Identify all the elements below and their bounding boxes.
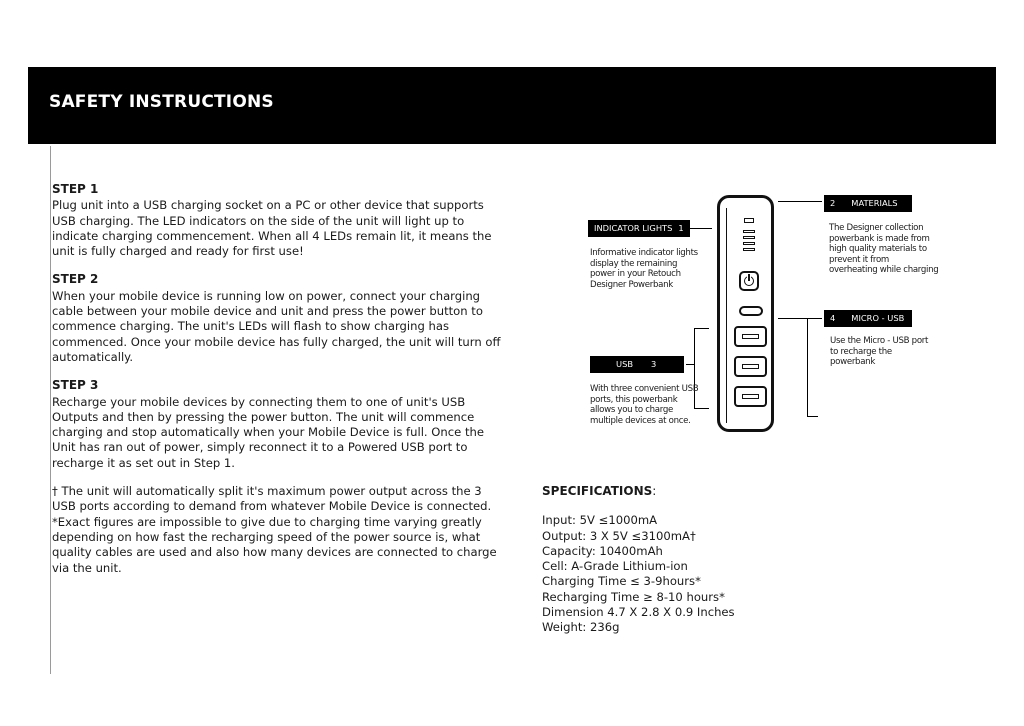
step-body: Plug unit into a USB charging socket on a PC or other device that supports USB charging. The LED indicators on the side of the unit will light up to indicate charging commencement. When all 4 LEDs remain lit, it means the unit is fully charged and ready for first use!	[52, 198, 492, 259]
usb-port-icon	[734, 326, 767, 347]
label-number: 1	[678, 223, 684, 233]
spec-cell: Cell: A-Grade Lithium-ion	[542, 559, 688, 574]
led-indicator	[743, 230, 755, 233]
step-title: STEP 1	[52, 182, 99, 196]
label-number: 4	[830, 313, 836, 323]
caption-micro-usb: Use the Micro - USB port to recharge the powerbank	[830, 336, 929, 368]
step-1	[52, 182, 502, 259]
led-indicator	[743, 242, 755, 245]
note-exact-figures: *Exact figures are impossible to give due to charging time varying greatly depending on how fast the recharging speed of the power source is, what quality cables are used and also how many devices are connected to charge via the unit.	[52, 514, 497, 575]
leader-line	[685, 228, 712, 229]
step-body: When your mobile device is running low on power, connect your charging cable between your mobile device and unit and press the power button to commence charging. The unit's LEDs will flash to show charging has commenced. Once your mobile device has fully charged, the unit will turn off automatically.	[52, 288, 501, 364]
specifications-title: SPECIFICATIONS:	[542, 484, 657, 498]
spec-weight: Weight: 236g	[542, 620, 620, 635]
led-indicator	[743, 248, 755, 251]
label-text: MATERIALS	[851, 198, 898, 208]
label-text: MICRO - USB	[851, 313, 905, 323]
micro-usb-port-icon	[739, 306, 763, 316]
led-indicator	[743, 236, 755, 239]
page-title: SAFETY INSTRUCTIONS	[49, 92, 274, 112]
spec-output: Output: 3 X 5V ≤3100mA†	[542, 528, 696, 543]
battery-icon	[744, 218, 754, 223]
bracket-line	[807, 318, 808, 417]
spec-charging-time: Charging Time ≤ 3-9hours*	[542, 574, 701, 589]
label-materials	[824, 195, 912, 212]
spec-input: Input: 5V ≤1000mA	[542, 513, 658, 528]
power-button-icon	[739, 271, 759, 291]
step-body: Recharge your mobile devices by connecting them to one of unit's USB Outputs and then by pressing the power button. The unit will commence charging and stop automatically when your Mobile Device is full. Once the Unit has ran out of power, simply reconnect it to a Powered USB port to recharge it as set out in Step 1.	[52, 394, 484, 470]
powerbank-device	[717, 195, 774, 432]
device-edge	[726, 208, 727, 423]
specifications-section	[542, 484, 735, 636]
instructions-column	[52, 182, 502, 576]
usb-port-icon	[734, 386, 767, 407]
spec-capacity: Capacity: 10400mAh	[542, 543, 663, 558]
label-micro-usb	[824, 310, 912, 327]
step-2	[52, 272, 502, 365]
label-indicator-lights	[588, 220, 690, 237]
usb-port-icon	[734, 356, 767, 377]
bracket-line	[694, 328, 709, 329]
label-number: 2	[830, 198, 836, 208]
spec-dimension: Dimension 4.7 X 2.8 X 0.9 Inches	[542, 605, 735, 620]
header-banner	[28, 67, 996, 144]
caption-indicator-lights: Informative indicator lights display the remaining power in your Retouch Designer Powerbank	[590, 248, 698, 290]
step-3	[52, 378, 502, 471]
bracket-line	[807, 416, 818, 417]
label-text: INDICATOR LIGHTS	[594, 223, 673, 233]
spec-recharging-time: Recharging Time ≥ 8-10 hours*	[542, 589, 725, 604]
leader-line	[778, 318, 822, 319]
label-usb	[590, 356, 684, 373]
note-power-split: † The unit will automatically split it's maximum power output across the 3 USB ports according to demand from whatever Mobile Device is connected.	[52, 484, 492, 514]
caption-usb: With three convenient USB ports, this powerbank allows you to charge multiple devices at once.	[590, 384, 699, 426]
step-title: STEP 3	[52, 378, 99, 393]
left-margin-rule	[50, 146, 51, 674]
label-number: 3	[651, 359, 657, 369]
label-text: USB	[616, 359, 634, 369]
caption-materials: The Designer collection powerbank is made from high quality materials to prevent it from overheating while charging	[829, 223, 939, 276]
powerbank-diagram	[580, 190, 940, 450]
step-title: STEP 2	[52, 272, 99, 287]
leader-line	[778, 201, 822, 202]
